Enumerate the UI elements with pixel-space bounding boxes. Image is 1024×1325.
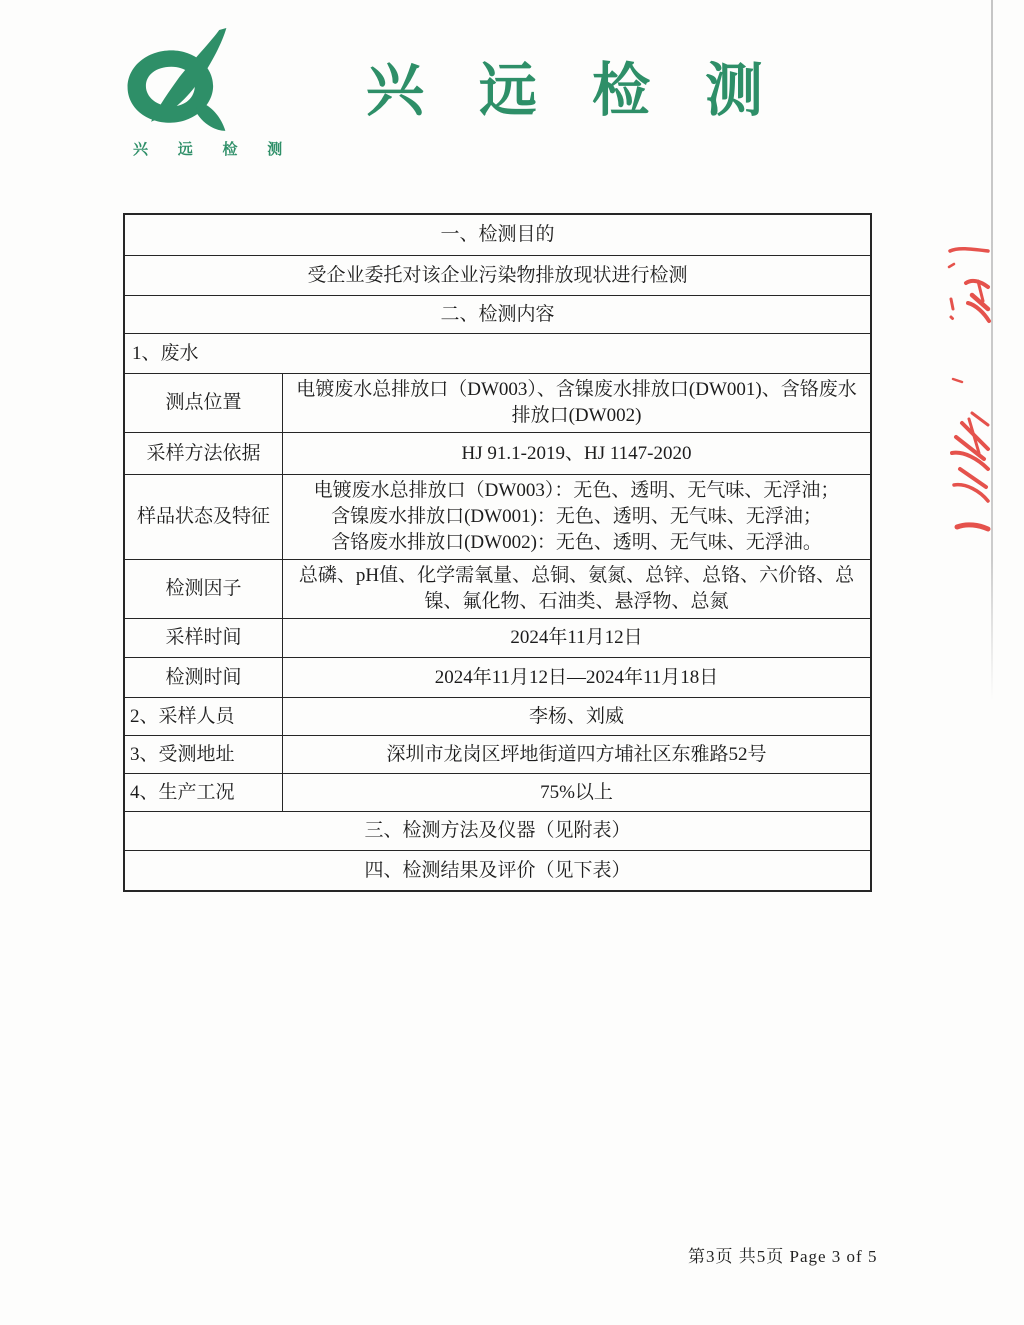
page-title: 兴远检测: [366, 58, 819, 123]
row-value: 总磷、pH值、化学需氧量、总铜、氨氮、总锌、总铬、六价铬、总镍、氟化物、石油类、悬浮物、总氮: [298, 565, 855, 612]
row-label: 采样时间: [125, 619, 283, 657]
row-value: 75%以上: [540, 781, 613, 803]
row-label: 2、采样人员: [125, 698, 283, 735]
table-row: [125, 432, 870, 474]
row-value: 深圳市龙岗区坪地街道四方埔社区东雅路52号: [386, 743, 767, 765]
row-label: 测点位置: [125, 374, 283, 432]
table-row: [125, 735, 870, 773]
row-label: 4、生产工况: [125, 774, 283, 811]
row-value: 李杨、刘威: [528, 705, 624, 727]
report-table: [123, 213, 872, 892]
table-row: [125, 773, 870, 811]
row-label: 样品状态及特征: [125, 475, 283, 559]
row-value: 2024年11月12日—2024年11月18日: [434, 666, 719, 688]
row-label: 采样方法依据: [125, 433, 283, 474]
section-header: 四、检测结果及评价（见下表）: [364, 859, 631, 881]
table-row: [125, 559, 870, 618]
red-seal-fragment: [942, 242, 992, 542]
table-row: [125, 697, 870, 735]
row-value: [283, 475, 870, 559]
alpha-logo-icon: [120, 28, 238, 138]
section-header: 二、检测内容: [440, 303, 555, 325]
row-value: 电镀废水总排放口（DW003）、含镍废水排放口(DW001)、含铬废水排放口(DW002): [296, 379, 857, 426]
row-value: 2024年11月12日: [510, 627, 643, 648]
table-row-section: [125, 811, 870, 850]
table-row-section: [125, 850, 870, 890]
row-value-line: 含铬废水排放口(DW002)：无色、透明、无气味、无浮油。: [331, 532, 822, 553]
section-text: 受企业委托对该企业污染物排放现状进行检测: [307, 264, 688, 286]
row-label: 检测因子: [125, 560, 283, 618]
row-label: 3、受测地址: [125, 736, 283, 773]
table-row: [125, 657, 870, 697]
table-row-section: [125, 255, 870, 295]
logo-caption: 兴 远 检 测: [133, 142, 296, 158]
table-row: [125, 618, 870, 657]
row-value-line: 含镍废水排放口(DW001)：无色、透明、无气味、无浮油；: [331, 506, 822, 527]
table-row-subsection: [125, 333, 870, 373]
subsection-label: 1、废水: [132, 342, 199, 364]
section-header: 三、检测方法及仪器（见附表）: [364, 820, 631, 841]
page-footer: 第3页 共5页 Page 3 of 5: [688, 1247, 878, 1266]
table-row-section: [125, 295, 870, 333]
row-label: 检测时间: [125, 658, 283, 697]
row-value-line: 电镀废水总排放口（DW003）：无色、透明、无气味、无浮油；: [313, 480, 840, 501]
table-row: [125, 474, 870, 559]
table-row-section: [125, 215, 870, 255]
section-header: 一、检测目的: [440, 224, 555, 245]
row-value: HJ 91.1-2019、HJ 1147-2020: [461, 442, 692, 464]
table-row: [125, 373, 870, 432]
